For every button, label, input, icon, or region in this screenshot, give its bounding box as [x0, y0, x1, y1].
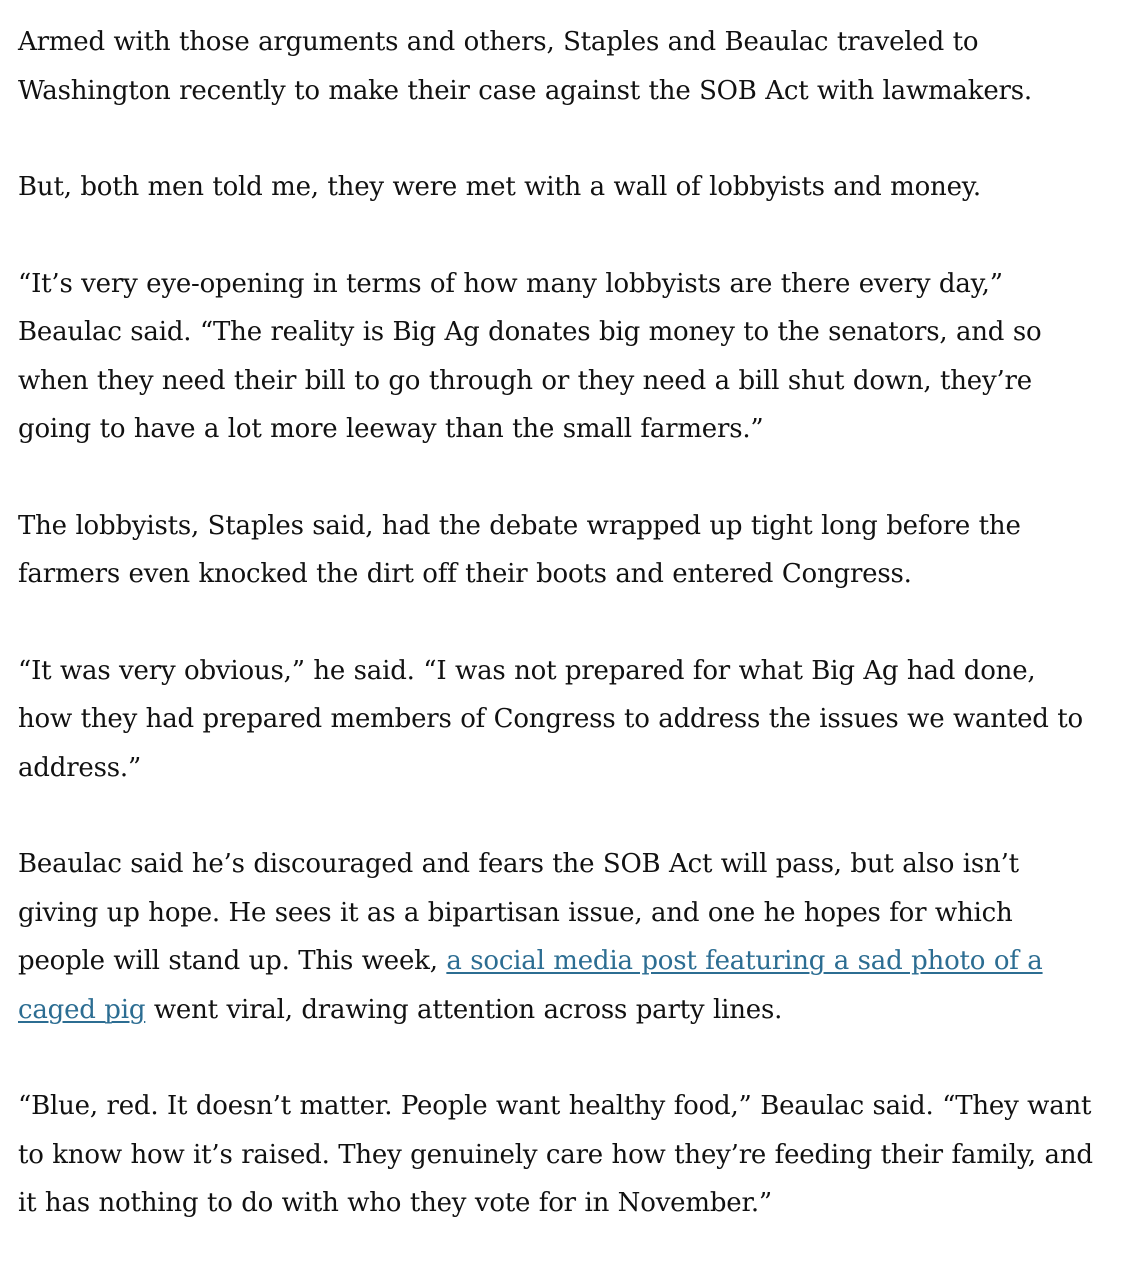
paragraph-6: [18, 840, 1098, 1034]
paragraph-6-text-before-link: Beaulac said he’s discouraged and fears the SOB Act will pass, but also isn’t giving up hope. He sees it as a bipartisan issue, and one he hopes for which people will stand up. This week,: [18, 849, 1019, 976]
paragraph-7: “Blue, red. It doesn’t matter. People want healthy food,” Beaulac said. “They want to know how it’s raised. They genuinely care how they’re feeding their family, and it has nothing to do with who they vote for in November.”: [18, 1091, 1093, 1218]
paragraph-6-text-after-link: went viral, drawing attention across party lines.: [145, 994, 783, 1025]
article-body: [18, 18, 1098, 1276]
paragraph-1: Armed with those arguments and others, Staples and Beaulac traveled to Washington recently to make their case against the SOB Act with lawmakers.: [18, 27, 1032, 106]
paragraph-2: But, both men told me, they were met with a wall of lobbyists and money.: [18, 172, 981, 202]
paragraph-3: “It’s very eye-opening in terms of how many lobbyists are there every day,” Beaulac said. “The reality is Big Ag donates big money to the senators, and so when they need their bill to go through or they need a bill shut down, they’re going to have a lot more leeway than the small farmers.”: [18, 268, 1042, 444]
caged-pig-post-link[interactable]: a social media post featuring a sad photo of a caged pig: [18, 946, 1043, 1025]
paragraph-4: The lobbyists, Staples said, had the debate wrapped up tight long before the farmers even knocked the dirt off their boots and entered Congress.: [18, 510, 1021, 589]
paragraph-5: “It was very obvious,” he said. “I was not prepared for what Big Ag had done, how they had prepared members of Congress to address the issues we wanted to address.”: [18, 655, 1083, 783]
